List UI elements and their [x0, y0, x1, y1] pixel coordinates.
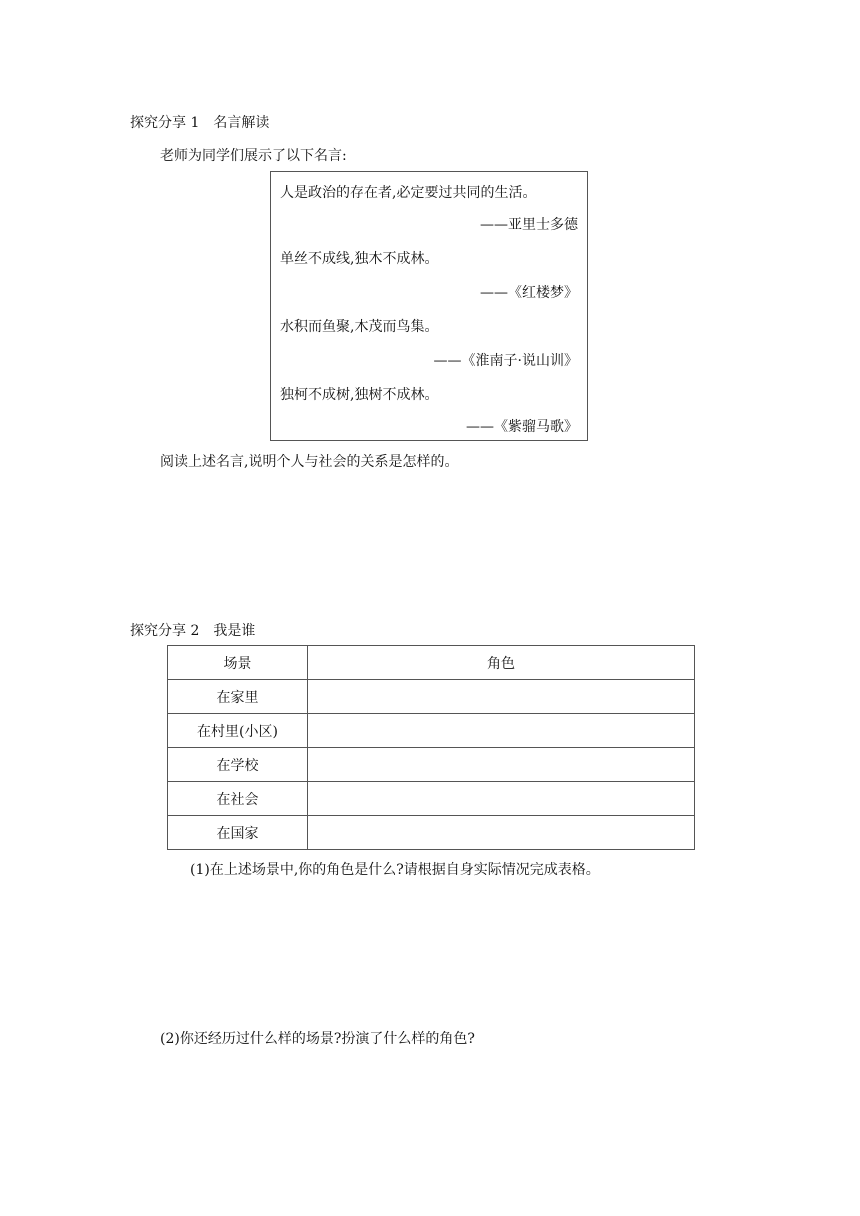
scene-cell: 在国家: [168, 816, 308, 850]
quote-text: 独柯不成树,独树不成林。: [280, 387, 439, 403]
quote-source: ——《紫骝马歌》: [466, 419, 578, 435]
role-cell[interactable]: [308, 680, 695, 714]
table-row: [168, 816, 695, 850]
scene-cell: 在家里: [168, 680, 308, 714]
quote-source: ——亚里士多德: [480, 217, 578, 233]
role-cell[interactable]: [308, 714, 695, 748]
table-row: [168, 748, 695, 782]
scene-cell: 在村里(小区): [168, 714, 308, 748]
header-scene: 场景: [168, 646, 308, 680]
table-row: [168, 714, 695, 748]
section2-prompt2: (2)你还经历过什么样的场景?扮演了什么样的角色?: [160, 1031, 475, 1047]
quote-text: 水积而鱼聚,木茂而鸟集。: [280, 319, 439, 335]
quote-source: ——《红楼梦》: [480, 285, 578, 301]
role-table: [167, 645, 695, 850]
quote-text: 人是政治的存在者,必定要过共同的生活。: [280, 185, 537, 201]
section1-heading: 探究分享 1 名言解读: [130, 115, 270, 131]
role-cell[interactable]: [308, 748, 695, 782]
table-row: [168, 782, 695, 816]
role-cell[interactable]: [308, 816, 695, 850]
table-header-row: [168, 646, 695, 680]
role-cell[interactable]: [308, 782, 695, 816]
section1-question: 阅读上述名言,说明个人与社会的关系是怎样的。: [160, 454, 459, 470]
quote-box: [270, 171, 588, 441]
header-role: 角色: [308, 646, 695, 680]
section2-prompt1: (1)在上述场景中,你的角色是什么?请根据自身实际情况完成表格。: [190, 862, 600, 878]
section2-heading: 探究分享 2 我是谁: [130, 623, 256, 639]
quote-text: 单丝不成线,独木不成林。: [280, 251, 439, 267]
scene-cell: 在社会: [168, 782, 308, 816]
scene-cell: 在学校: [168, 748, 308, 782]
table-row: [168, 680, 695, 714]
section1-intro: 老师为同学们展示了以下名言:: [160, 148, 347, 164]
quote-source: ——《淮南子·说山训》: [433, 353, 578, 369]
